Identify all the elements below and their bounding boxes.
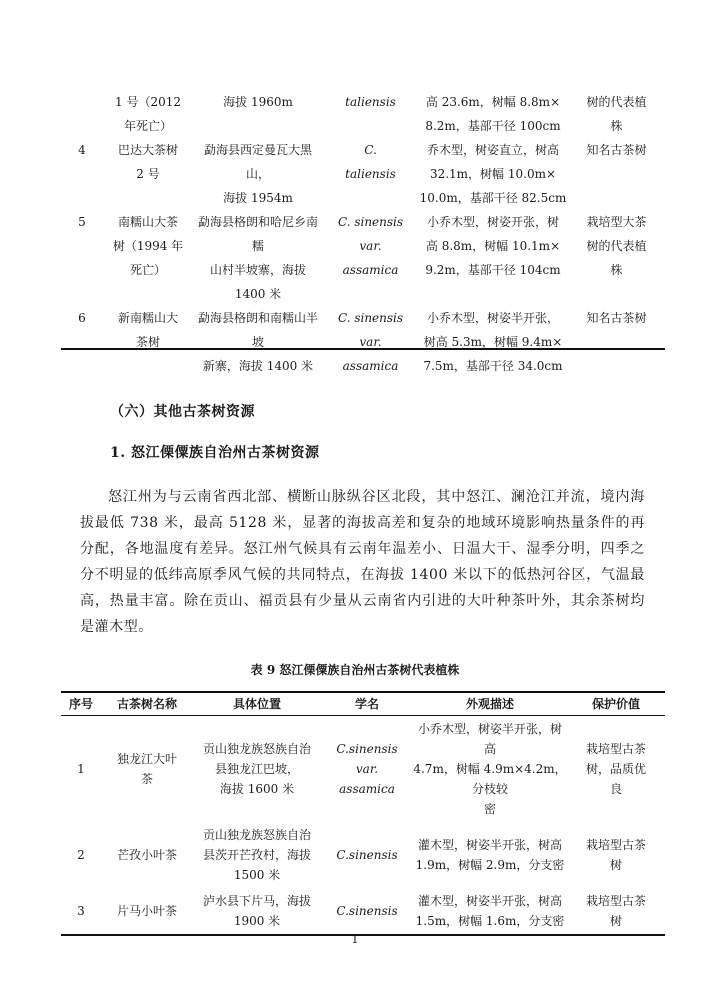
cell-location: 勐海县格朗和哈尼乡南糯 山村半坡寨，海拔 1400 米	[197, 215, 318, 301]
cell-no: 3	[61, 888, 101, 935]
cell-latin: C. sinensis var. assamica	[337, 215, 404, 277]
cell-value: 知名古茶树	[586, 143, 647, 157]
cell-name: 片马小叶茶	[101, 888, 193, 935]
cell-name: 南糯山大茶 树（1994 年 死亡）	[112, 215, 184, 277]
cell-no: 5	[78, 215, 86, 229]
table-row	[61, 90, 665, 138]
table-row	[61, 716, 665, 823]
cell-value: 树的代表植 株	[586, 95, 647, 133]
cell-latin: C.sinensis	[336, 848, 398, 862]
table-row	[61, 306, 665, 382]
cell-name: 新南糯山大 茶树	[117, 311, 178, 349]
cell-no: 6	[78, 311, 86, 325]
table-row	[61, 822, 665, 888]
table-row	[61, 138, 665, 210]
section-heading: （六）其他古茶树资源	[110, 404, 255, 420]
cell-description: 小乔木型，树姿半开张，树高 4.7m，树幅 4.9m×4.2m，分枝较 密	[413, 722, 567, 816]
page-number: 1	[351, 933, 359, 946]
cell-description: 小乔木型，树姿半开张， 树高 5.3m，树幅 9.4m× 7.5m，基部干径 34.0cm	[423, 311, 563, 373]
cell-latin: C.sinensis	[321, 888, 413, 935]
header-no: 序号	[61, 692, 101, 716]
cell-no: 4	[78, 143, 86, 157]
table-9	[61, 691, 665, 936]
cell-description: 小乔木型，树姿开张，树 高 8.8m，树幅 10.1m× 9.2m，基部干径 104cm	[425, 215, 561, 277]
cell-value: 知名古茶树	[586, 311, 647, 325]
cell-description: 乔木型，树姿直立，树高 32.1m，树幅 10.0m× 10.0m，基部干径 82.5cm	[419, 143, 567, 205]
cell-description: 灌木型，树姿半开张，树高 1.5m，树幅 1.6m，分支密	[413, 888, 567, 935]
cell-location: 海拔 1960m	[223, 95, 293, 109]
cell-no	[61, 90, 103, 138]
cell-description: 高 23.6m，树幅 8.8m× 8.2m，基部干径 100cm	[425, 95, 561, 133]
table-bottom-rule	[61, 348, 665, 350]
cell-location: 泸水县下片马，海拔 1900 米	[193, 888, 321, 935]
header-location: 具体位置	[193, 692, 321, 716]
cell-location: 勐海县格朗和南糯山半坡 新寨，海拔 1400 米	[197, 311, 318, 373]
cell-location: 勐海县西定曼瓦大黑山， 海拔 1954m	[203, 143, 312, 205]
cell-name: 巴达大茶树 2 号	[117, 143, 178, 181]
body-paragraph: 怒江州为与云南省西北部、横断山脉纵谷区北段，其中怒江、澜沧江并流，境内海拔最低 738 米，最高 5128 米，显著的海拔高差和复杂的地域环境影响热量条件的再分配，各地温度有差异。怒江州气候具有云南年温差小、日温大干、湿季分明，四季之分不明显的低纬高原季风气候的共同特点，在海拔 1400 米以下的低热河谷区，气温最高，热量丰富。除在贡山、福贡县有少量从云南省内引进的大叶种茶叶外，其余茶树均是灌木型。	[80, 489, 645, 635]
cell-location: 贡山独龙族怒族自治 县独龙江巴坡， 海拔 1600 米	[202, 742, 311, 796]
cell-value: 栽培型古茶 树，品质优 良	[585, 742, 646, 796]
header-latin: 学名	[321, 692, 413, 716]
cell-name: 独龙江大叶 茶	[116, 752, 177, 786]
top-continuation-table	[61, 90, 665, 382]
header-description: 外观描述	[413, 692, 567, 716]
cell-value: 栽培型古茶 树	[585, 838, 646, 872]
cell-latin: taliensis	[345, 95, 396, 109]
cell-value: 栽培型古茶 树	[567, 888, 665, 935]
cell-no: 1	[77, 762, 85, 776]
table-row	[61, 210, 665, 306]
sub-heading: 1. 怒江傈僳族自治州古茶树资源	[110, 445, 320, 461]
cell-value: 栽培型大茶 树的代表植 株	[586, 215, 647, 277]
table-header-row	[61, 692, 665, 716]
cell-latin: C. taliensis	[345, 143, 396, 181]
cell-latin: C. sinensis var. assamica	[337, 311, 404, 373]
cell-location: 贡山独龙族怒族自治 县茨开芒孜村，海拔 1500 米	[202, 828, 311, 882]
cell-no: 2	[77, 848, 85, 862]
cell-latin: C.sinensis var. assamica	[336, 742, 398, 796]
cell-name: 芒孜小叶茶	[116, 848, 177, 862]
header-value: 保护价值	[567, 692, 665, 716]
table-row	[61, 888, 665, 935]
table-caption: 表 9 怒江傈僳族自治州古茶树代表植株	[250, 663, 460, 677]
cell-description: 灌木型，树姿半开张，树高 1.9m，树幅 2.9m，分支密	[415, 838, 565, 872]
header-name: 古茶树名称	[101, 692, 193, 716]
cell-name: 1 号（2012 年死亡）	[115, 95, 181, 133]
